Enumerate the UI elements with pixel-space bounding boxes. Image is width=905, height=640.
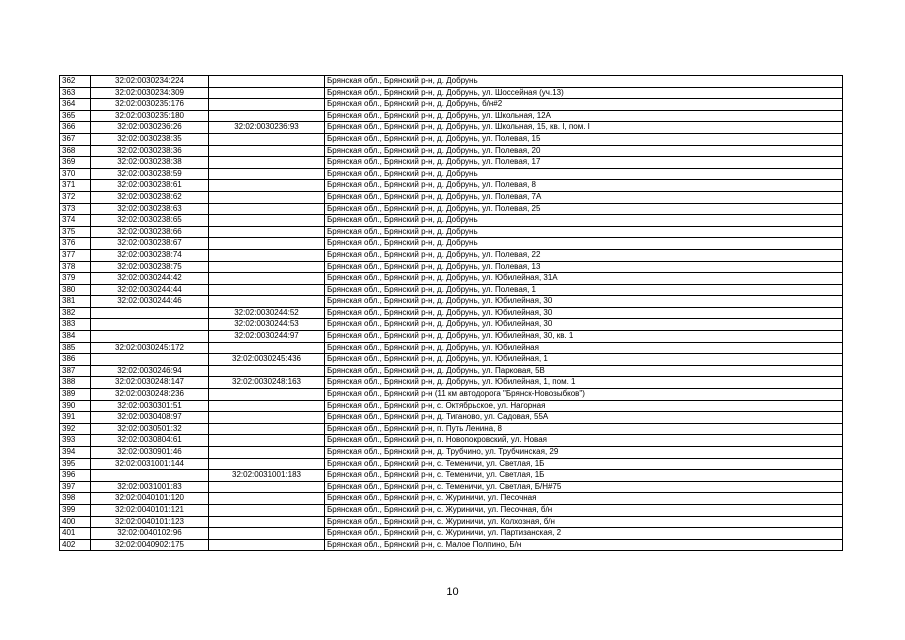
address-cell: Брянская обл., Брянский р-н, д. Добрунь, ул. Юбилейная [325, 342, 843, 354]
table-row [60, 447, 843, 459]
parent-cadastral-number-cell [209, 504, 325, 516]
table-row [60, 284, 843, 296]
parent-cadastral-number-cell [209, 435, 325, 447]
parent-cadastral-number-cell [209, 180, 325, 192]
cadastral-number-cell: 32:02:0030244:44 [91, 284, 209, 296]
address-cell: Брянская обл., Брянский р-н, с. Малое Полпино, Б/н [325, 539, 843, 551]
cadastral-number-cell: 32:02:0030238:75 [91, 261, 209, 273]
address-cell: Брянская обл., Брянский р-н, д. Добрунь, б/н#2 [325, 99, 843, 111]
table-row [60, 528, 843, 540]
parent-cadastral-number-cell [209, 539, 325, 551]
table-row [60, 76, 843, 88]
cadastral-number-cell [91, 331, 209, 343]
address-cell: Брянская обл., Брянский р-н, д. Добрунь [325, 238, 843, 250]
cadastral-number-cell: 32:02:0030238:59 [91, 168, 209, 180]
row-number-cell: 375 [60, 226, 91, 238]
row-number-cell: 393 [60, 435, 91, 447]
table-row [60, 215, 843, 227]
parent-cadastral-number-cell [209, 458, 325, 470]
parent-cadastral-number-cell [209, 168, 325, 180]
row-number-cell: 373 [60, 203, 91, 215]
address-cell: Брянская обл., Брянский р-н, д. Добрунь, ул. Юбилейная, 30, кв. 1 [325, 331, 843, 343]
parent-cadastral-number-cell: 32:02:0030248:163 [209, 377, 325, 389]
row-number-cell: 372 [60, 191, 91, 203]
cadastral-number-cell: 32:02:0030238:38 [91, 157, 209, 169]
table-row [60, 400, 843, 412]
cadastral-number-cell: 32:02:0030235:180 [91, 110, 209, 122]
cadastral-number-cell: 32:02:0040101:121 [91, 504, 209, 516]
row-number-cell: 394 [60, 447, 91, 459]
parent-cadastral-number-cell [209, 400, 325, 412]
row-number-cell: 395 [60, 458, 91, 470]
parent-cadastral-number-cell: 32:02:0030245:436 [209, 354, 325, 366]
row-number-cell: 376 [60, 238, 91, 250]
address-cell: Брянская обл., Брянский р-н, д. Добрунь, ул. Шоссейная (уч.13) [325, 87, 843, 99]
row-number-cell: 366 [60, 122, 91, 134]
address-cell: Брянская обл., Брянский р-н, д. Добрунь, ул. Полевая, 17 [325, 157, 843, 169]
cadastral-number-cell: 32:02:0030301:51 [91, 400, 209, 412]
row-number-cell: 369 [60, 157, 91, 169]
cadastral-number-cell: 32:02:0030244:46 [91, 296, 209, 308]
row-number-cell: 391 [60, 412, 91, 424]
cadastral-number-cell: 32:02:0030234:224 [91, 76, 209, 88]
address-cell: Брянская обл., Брянский р-н, д. Добрунь, ул. Юбилейная, 1, пом. 1 [325, 377, 843, 389]
parent-cadastral-number-cell [209, 238, 325, 250]
row-number-cell: 398 [60, 493, 91, 505]
row-number-cell: 386 [60, 354, 91, 366]
address-cell: Брянская обл., Брянский р-н, д. Добрунь, ул. Парковая, 5В [325, 365, 843, 377]
address-cell: Брянская обл., Брянский р-н (11 км автодорога "Брянск-Новозыбков") [325, 389, 843, 401]
parent-cadastral-number-cell [209, 481, 325, 493]
row-number-cell: 389 [60, 389, 91, 401]
address-cell: Брянская обл., Брянский р-н, д. Добрунь, ул. Полевая, 25 [325, 203, 843, 215]
parent-cadastral-number-cell [209, 423, 325, 435]
row-number-cell: 390 [60, 400, 91, 412]
table-row [60, 238, 843, 250]
parent-cadastral-number-cell: 32:02:0030236:93 [209, 122, 325, 134]
table-row [60, 342, 843, 354]
registry-page [59, 75, 842, 551]
table-row [60, 249, 843, 261]
table-row [60, 435, 843, 447]
row-number-cell: 363 [60, 87, 91, 99]
parent-cadastral-number-cell [209, 133, 325, 145]
address-cell: Брянская обл., Брянский р-н, д. Добрунь [325, 76, 843, 88]
parent-cadastral-number-cell [209, 249, 325, 261]
row-number-cell: 367 [60, 133, 91, 145]
cadastral-number-cell: 32:02:0030501:32 [91, 423, 209, 435]
parent-cadastral-number-cell [209, 389, 325, 401]
row-number-cell: 377 [60, 249, 91, 261]
row-number-cell: 368 [60, 145, 91, 157]
row-number-cell: 370 [60, 168, 91, 180]
table-row [60, 122, 843, 134]
cadastral-number-cell: 32:02:0030901:46 [91, 447, 209, 459]
table-row [60, 423, 843, 435]
address-cell: Брянская обл., Брянский р-н, д. Добрунь, ул. Полевая, 22 [325, 249, 843, 261]
table-body [60, 76, 843, 551]
table-row [60, 168, 843, 180]
cadastral-number-cell: 32:02:0030238:63 [91, 203, 209, 215]
table-row [60, 87, 843, 99]
table-row [60, 412, 843, 424]
row-number-cell: 382 [60, 307, 91, 319]
address-cell: Брянская обл., Брянский р-н, д. Добрунь, ул. Полевая, 8 [325, 180, 843, 192]
cadastral-number-cell [91, 470, 209, 482]
cadastral-number-cell: 32:02:0030248:147 [91, 377, 209, 389]
address-cell: Брянская обл., Брянский р-н, д. Добрунь, ул. Школьная, 12А [325, 110, 843, 122]
table-row [60, 481, 843, 493]
address-cell: Брянская обл., Брянский р-н, д. Добрунь, ул. Полевая, 15 [325, 133, 843, 145]
table-row [60, 191, 843, 203]
table-row [60, 493, 843, 505]
address-cell: Брянская обл., Брянский р-н, д. Добрунь, ул. Юбилейная, 1 [325, 354, 843, 366]
row-number-cell: 381 [60, 296, 91, 308]
table-row [60, 365, 843, 377]
parent-cadastral-number-cell: 32:02:0030244:97 [209, 331, 325, 343]
parent-cadastral-number-cell [209, 528, 325, 540]
row-number-cell: 399 [60, 504, 91, 516]
row-number-cell: 392 [60, 423, 91, 435]
address-cell: Брянская обл., Брянский р-н, д. Добрунь, ул. Юбилейная, 30 [325, 319, 843, 331]
parent-cadastral-number-cell: 32:02:0031001:183 [209, 470, 325, 482]
address-cell: Брянская обл., Брянский р-н, п. Новопокровский, ул. Новая [325, 435, 843, 447]
cadastral-number-cell: 32:02:0040101:120 [91, 493, 209, 505]
table-row [60, 470, 843, 482]
cadastral-number-cell: 32:02:0030244:42 [91, 273, 209, 285]
parent-cadastral-number-cell [209, 261, 325, 273]
cadastral-number-cell: 32:02:0030234:309 [91, 87, 209, 99]
parent-cadastral-number-cell [209, 157, 325, 169]
cadastral-number-cell: 32:02:0030804:61 [91, 435, 209, 447]
parent-cadastral-number-cell [209, 99, 325, 111]
address-cell: Брянская обл., Брянский р-н, с. Октябрьское, ул. Нагорная [325, 400, 843, 412]
parent-cadastral-number-cell [209, 203, 325, 215]
parent-cadastral-number-cell [209, 226, 325, 238]
row-number-cell: 371 [60, 180, 91, 192]
address-cell: Брянская обл., Брянский р-н, д. Добрунь, ул. Полевая, 20 [325, 145, 843, 157]
parent-cadastral-number-cell [209, 273, 325, 285]
cadastral-number-cell: 32:02:0030238:62 [91, 191, 209, 203]
cadastral-number-cell: 32:02:0030238:35 [91, 133, 209, 145]
cadastral-number-cell: 32:02:0040102:96 [91, 528, 209, 540]
table-row [60, 203, 843, 215]
row-number-cell: 387 [60, 365, 91, 377]
row-number-cell: 364 [60, 99, 91, 111]
row-number-cell: 400 [60, 516, 91, 528]
row-number-cell: 388 [60, 377, 91, 389]
row-number-cell: 384 [60, 331, 91, 343]
parent-cadastral-number-cell [209, 191, 325, 203]
address-cell: Брянская обл., Брянский р-н, д. Трубчино, ул. Трубчинская, 29 [325, 447, 843, 459]
table-row [60, 331, 843, 343]
cadastral-number-cell [91, 319, 209, 331]
cadastral-number-cell: 32:02:0030246:94 [91, 365, 209, 377]
address-cell: Брянская обл., Брянский р-н, с. Журиничи, ул. Колхозная, б/н [325, 516, 843, 528]
parent-cadastral-number-cell [209, 447, 325, 459]
table-row [60, 157, 843, 169]
address-cell: Брянская обл., Брянский р-н, с. Теменичи, ул. Светлая, 1Б [325, 458, 843, 470]
parent-cadastral-number-cell: 32:02:0030244:53 [209, 319, 325, 331]
table-row [60, 307, 843, 319]
parent-cadastral-number-cell [209, 284, 325, 296]
cadastral-number-cell [91, 354, 209, 366]
cadastral-number-cell: 32:02:0030235:176 [91, 99, 209, 111]
table-row [60, 99, 843, 111]
table-row [60, 110, 843, 122]
table-row [60, 504, 843, 516]
cadastral-number-cell: 32:02:0030238:61 [91, 180, 209, 192]
cadastral-number-cell: 32:02:0040902:175 [91, 539, 209, 551]
address-cell: Брянская обл., Брянский р-н, д. Добрунь, ул. Полевая, 1 [325, 284, 843, 296]
table-row [60, 539, 843, 551]
address-cell: Брянская обл., Брянский р-н, с. Теменичи, ул. Светлая, Б/Н#75 [325, 481, 843, 493]
table-row [60, 516, 843, 528]
row-number-cell: 397 [60, 481, 91, 493]
row-number-cell: 380 [60, 284, 91, 296]
property-registry-table [59, 75, 843, 551]
table-row [60, 261, 843, 273]
address-cell: Брянская обл., Брянский р-н, д. Добрунь [325, 168, 843, 180]
address-cell: Брянская обл., Брянский р-н, с. Журиничи, ул. Песочная, б/н [325, 504, 843, 516]
parent-cadastral-number-cell [209, 296, 325, 308]
cadastral-number-cell: 32:02:0031001:144 [91, 458, 209, 470]
cadastral-number-cell: 32:02:0031001:83 [91, 481, 209, 493]
table-row [60, 377, 843, 389]
address-cell: Брянская обл., Брянский р-н, д. Добрунь, ул. Полевая, 7А [325, 191, 843, 203]
address-cell: Брянская обл., Брянский р-н, с. Теменичи, ул. Светлая, 1Б [325, 470, 843, 482]
row-number-cell: 396 [60, 470, 91, 482]
parent-cadastral-number-cell [209, 342, 325, 354]
page-number: 10 [446, 586, 459, 598]
table-row [60, 273, 843, 285]
parent-cadastral-number-cell [209, 87, 325, 99]
parent-cadastral-number-cell [209, 365, 325, 377]
row-number-cell: 378 [60, 261, 91, 273]
address-cell: Брянская обл., Брянский р-н, д. Добрунь, ул. Юбилейная, 31А [325, 273, 843, 285]
table-row [60, 389, 843, 401]
row-number-cell: 365 [60, 110, 91, 122]
address-cell: Брянская обл., Брянский р-н, с. Журиничи, ул. Песочная [325, 493, 843, 505]
cadastral-number-cell: 32:02:0030238:36 [91, 145, 209, 157]
address-cell: Брянская обл., Брянский р-н, с. Журиничи, ул. Партизанская, 2 [325, 528, 843, 540]
row-number-cell: 385 [60, 342, 91, 354]
cadastral-number-cell: 32:02:0030248:236 [91, 389, 209, 401]
cadastral-number-cell: 32:02:0030238:74 [91, 249, 209, 261]
address-cell: Брянская обл., Брянский р-н, д. Добрунь [325, 215, 843, 227]
parent-cadastral-number-cell [209, 412, 325, 424]
parent-cadastral-number-cell [209, 145, 325, 157]
table-row [60, 145, 843, 157]
table-row [60, 226, 843, 238]
cadastral-number-cell: 32:02:0030408:97 [91, 412, 209, 424]
parent-cadastral-number-cell [209, 493, 325, 505]
table-row [60, 133, 843, 145]
row-number-cell: 401 [60, 528, 91, 540]
cadastral-number-cell: 32:02:0030236:26 [91, 122, 209, 134]
address-cell: Брянская обл., Брянский р-н, д. Добрунь, ул. Школьная, 15, кв. I, пом. I [325, 122, 843, 134]
address-cell: Брянская обл., Брянский р-н, д. Добрунь, ул. Юбилейная, 30 [325, 296, 843, 308]
row-number-cell: 379 [60, 273, 91, 285]
row-number-cell: 402 [60, 539, 91, 551]
cadastral-number-cell: 32:02:0030238:65 [91, 215, 209, 227]
table-row [60, 319, 843, 331]
row-number-cell: 383 [60, 319, 91, 331]
cadastral-number-cell: 32:02:0030238:67 [91, 238, 209, 250]
address-cell: Брянская обл., Брянский р-н, д. Добрунь [325, 226, 843, 238]
address-cell: Брянская обл., Брянский р-н, д. Тиганово, ул. Садовая, 55А [325, 412, 843, 424]
parent-cadastral-number-cell: 32:02:0030244:52 [209, 307, 325, 319]
table-row [60, 180, 843, 192]
row-number-cell: 374 [60, 215, 91, 227]
parent-cadastral-number-cell [209, 516, 325, 528]
address-cell: Брянская обл., Брянский р-н, д. Добрунь, ул. Юбилейная, 30 [325, 307, 843, 319]
table-row [60, 296, 843, 308]
table-row [60, 458, 843, 470]
parent-cadastral-number-cell [209, 110, 325, 122]
address-cell: Брянская обл., Брянский р-н, п. Путь Ленина, 8 [325, 423, 843, 435]
cadastral-number-cell: 32:02:0040101:123 [91, 516, 209, 528]
table-row [60, 354, 843, 366]
address-cell: Брянская обл., Брянский р-н, д. Добрунь, ул. Полевая, 13 [325, 261, 843, 273]
parent-cadastral-number-cell [209, 76, 325, 88]
cadastral-number-cell [91, 307, 209, 319]
parent-cadastral-number-cell [209, 215, 325, 227]
cadastral-number-cell: 32:02:0030245:172 [91, 342, 209, 354]
row-number-cell: 362 [60, 76, 91, 88]
cadastral-number-cell: 32:02:0030238:66 [91, 226, 209, 238]
